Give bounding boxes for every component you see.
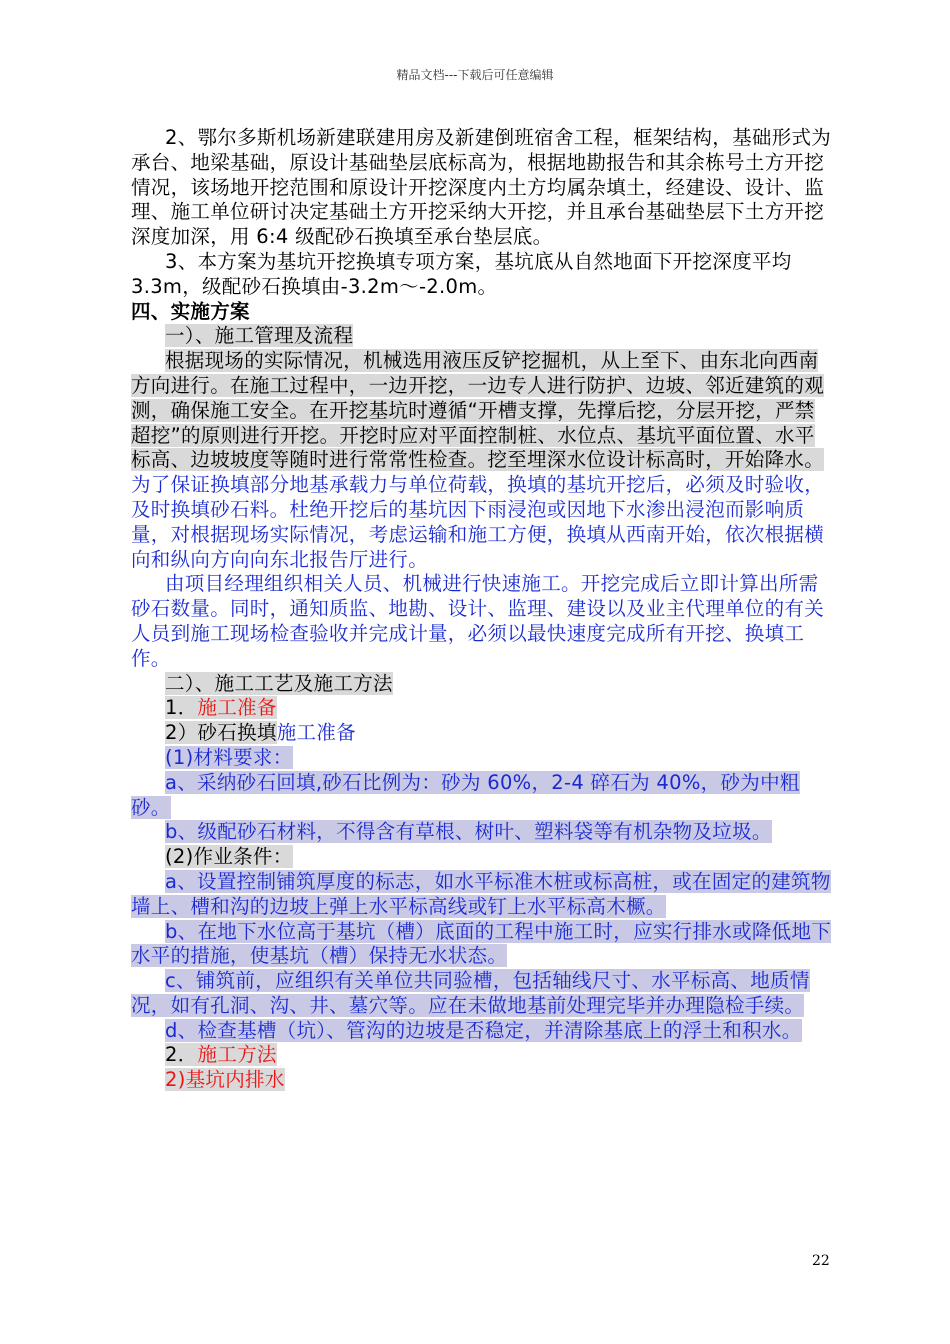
item-gravel-backfill-prep <box>131 721 833 746</box>
item-construction-prep <box>131 696 833 721</box>
material-requirements-heading-text: (1)材料要求： <box>165 745 293 769</box>
item-construction-method-title: 施工方法 <box>197 1043 277 1067</box>
work-condition-d <box>131 1019 833 1044</box>
work-condition-b-text: b、在地下水位高于基坑（槽）底面的工程中施工时，应实行排水或降低地下水平的措施，使基坑（槽）保持无水状态。 <box>131 919 832 968</box>
material-requirement-b <box>131 820 833 845</box>
item-construction-prep-title: 施工准备 <box>197 696 277 720</box>
item-construction-method-number: 2． <box>165 1043 198 1067</box>
paragraph-excavation-flow <box>131 349 833 572</box>
work-condition-c-text: c、铺筑前，应组织有关单位共同验槽，包括轴线尺寸、水平标高、地质情况，如有孔洞、沟、井、墓穴等。应在未做地基前处理完毕并办理隐检手续。 <box>131 969 810 1017</box>
work-condition-c <box>131 969 833 1019</box>
document-body <box>131 126 833 1093</box>
section-heading-implementation: 四、实施方案 <box>131 299 250 323</box>
material-requirement-a <box>131 771 833 821</box>
item-gravel-backfill-title: 施工准备 <box>276 721 356 745</box>
work-condition-a <box>131 870 833 920</box>
paragraph-scheme-scope: 3、本方案为基坑开挖换填专项方案，基坑底从自然地面下开挖深度平均 3.3m，级配砂石换填由-3.2m～-2.0m。 <box>131 249 792 298</box>
subsection-heading-process-text: 二）、施工工艺及施工方法 <box>165 671 393 695</box>
page-number: 22 <box>812 1253 830 1269</box>
paragraph-construction-management: 由项目经理组织相关人员、机械进行快速施工。开挖完成后立即计算出所需砂石数量。同时，通知质监、地勘、设计、监理、建设以及业主代理单位的有关人员到施工现场检查验收并完成计量，必须以最快速度完成所有开挖、换填工作。 <box>131 572 825 670</box>
paragraph-project-desc: 2、鄂尔多斯机场新建联建用房及新建倒班宿舍工程，框架结构，基础形式为承台、地梁基础，原设计基础垫层底标高为，根据地勘报告和其余栋号土方开挖情况，该场地开挖范围和原设计开挖深度内土方均属杂填土，经建设、设计、监理、施工单位研讨决定基础土方开挖采纳大开挖，并且承台基础垫层下土方开挖深度加深，用 6:4 级配砂石换填至承台垫层底。 <box>131 126 832 249</box>
item-gravel-backfill-prefix: 2）砂石换填 <box>165 721 277 745</box>
item-construction-prep-number: 1． <box>165 696 198 720</box>
item-construction-method <box>131 1043 833 1068</box>
work-condition-d-text: d、检查基槽（坑）、管沟的边坡是否稳定，并清除基底上的浮土和积水。 <box>165 1018 802 1042</box>
item-pit-drainage <box>131 1068 833 1093</box>
backfill-flow-text: 为了保证换填部分地基承载力与单位荷载，换填的基坑开挖后，必须及时验收，及时换填砂石料。杜绝开挖后的基坑因下雨浸泡或因地下水渗出浸泡而影响质量，对根据现场实际情况，考虑运输和施工方便，换填从西南开始，依次根据横向和纵向方向向东北报告厅进行。 <box>131 473 825 571</box>
subsection-heading-management <box>131 324 833 349</box>
excavation-flow-text: 根据现场的实际情况，机械选用液压反铲挖掘机，从上至下、由东北向西南方向进行。在施工过程中，一边开挖，一边专人进行防护、边坡、邻近建筑的观测，确保施工安全。在开挖基坑时遵循“开槽支撑，先撑后挖，分层开挖，严禁超挖”的原则进行开挖。开挖时应对平面控制桩、水位点、基坑平面位置、水平标高、边坡坡度等随时进行常常性检查。挖至埋深水位设计标高时，开始降水。 <box>131 349 825 472</box>
work-conditions-heading <box>131 845 833 870</box>
work-condition-a-text: a、设置控制铺筑厚度的标志，如水平标准木桩或标高桩，或在固定的建筑物墙上、槽和沟的边坡上弹上水平标高线或钉上水平标高木橛。 <box>131 869 831 918</box>
page-header: 精品文档---下载后可任意编辑 <box>396 68 554 82</box>
item-pit-drainage-text: 2)基坑内排水 <box>165 1068 285 1092</box>
work-conditions-heading-text: (2)作业条件： <box>165 845 293 869</box>
work-condition-b <box>131 920 833 970</box>
subsection-heading-process <box>131 672 833 697</box>
material-requirements-heading <box>131 746 833 771</box>
subsection-heading-management-text: 一）、施工管理及流程 <box>165 324 354 348</box>
material-requirement-a-text: a、采纳砂石回填,砂石比例为：砂为 60%，2-4 碎石为 40%，砂为中粗砂。 <box>131 770 800 819</box>
material-requirement-b-text: b、级配砂石材料，不得含有草根、树叶、塑料袋等有机杂物及垃圾。 <box>165 820 772 844</box>
